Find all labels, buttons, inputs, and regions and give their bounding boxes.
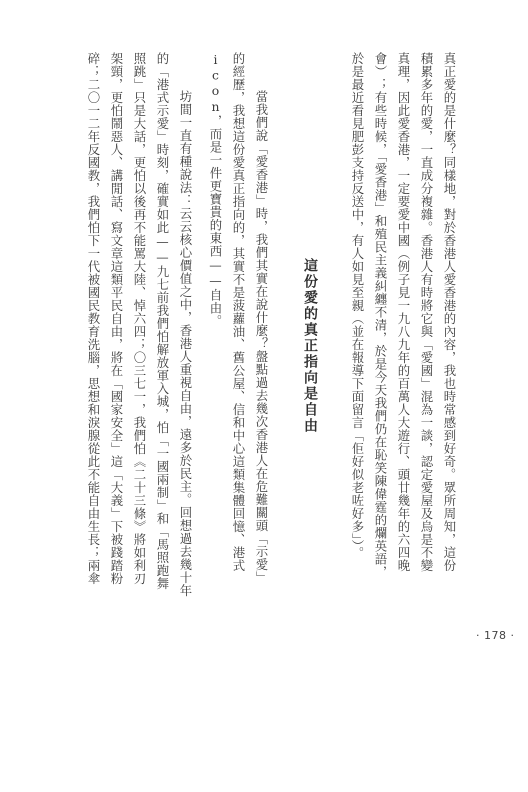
text-column: 真理，因此愛香港，一定要愛中國（例子見一九八九年的百萬人大遊行、頭廿幾年的六四晚 bbox=[396, 52, 411, 572]
text-column: 架頸，更怕鬧惡人、講閒話、寫文章這類平民自由，將在「國家安全」這「大義」下被踐踏粉 bbox=[109, 52, 124, 585]
text-column: 積累多年的愛，一直成分複雜。香港人有時將它與「愛國」混為一談，認定愛屋及烏是不變 bbox=[419, 52, 434, 572]
page-number: · 178 · bbox=[476, 629, 515, 642]
text-column: 於是最近看見肥彭支持反送中，有人如見至親（並在報導下面留言「佢好似老咗好多」）。 bbox=[350, 52, 365, 560]
text-column: 的經歷，我想這份愛真正指向的，其實不是菠蘿油、舊公屋、信和中心這類集體回憶、港式 bbox=[231, 52, 246, 572]
text-column: 碎；二〇一二年反國教，我們怕下一代被國民教育洗腦，思想和淚腺從此不能自由生長；兩傘 bbox=[86, 52, 101, 585]
text-column: 坊間一直有種說法：云云核心價值之中，香港人重視自由，遠多於民主。回想過去幾十年 bbox=[178, 90, 193, 597]
section-heading: 這份愛的真正指向是自由 bbox=[302, 258, 318, 434]
text-column: icon，而是一件更寶貴的東西——自由。 bbox=[208, 52, 223, 328]
text-column: 照跳」只是大話，更怕以後再不能罵大陸、悼六四；〇三七一，我們怕《二十三條》將如利刃 bbox=[132, 52, 147, 585]
text-column: 當我們說「愛香港」時，我們其實在說什麼？盤點過去幾次香港人在危難關頭「示愛」 bbox=[254, 90, 269, 584]
text-column: 的「港式示愛」時刻，確實如此——九七前我們怕解放軍入城，怕「一國兩制」和「馬照跑舞 bbox=[155, 52, 170, 591]
text-column: 會）；有些時候，「愛香港」和殖民主義糾纏不清，於是今天我們仍在恥笑陳偉霆的爛英語， bbox=[373, 52, 388, 579]
text-column: 真正愛的是什麼？同樣地，對於香港人愛香港的內容，我也時常感到好奇。眾所周知，這份 bbox=[442, 52, 457, 572]
